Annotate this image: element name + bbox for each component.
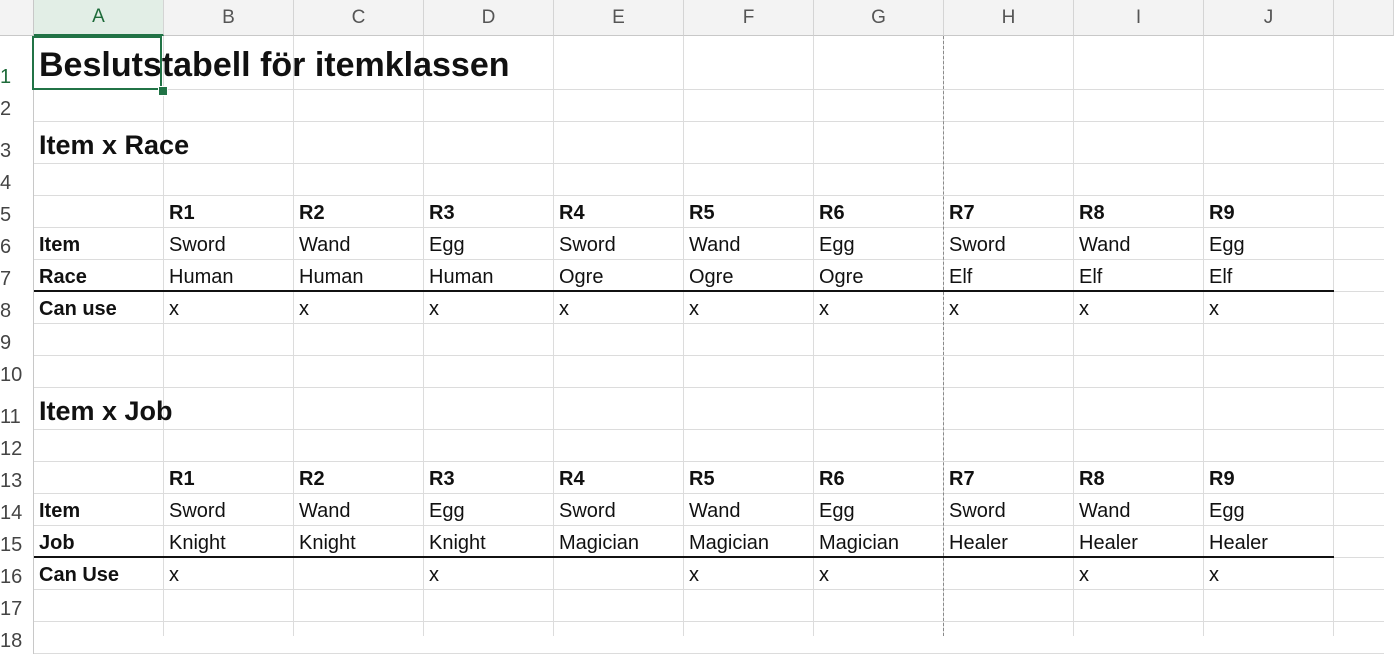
item-cell[interactable]: Wand	[1079, 500, 1131, 522]
rule-header[interactable]: R8	[1079, 202, 1105, 224]
column-header-g[interactable]: G	[814, 0, 944, 36]
rule-header[interactable]: R9	[1209, 468, 1235, 490]
rule-header[interactable]: R4	[559, 202, 585, 224]
column-gridline	[553, 36, 554, 636]
row-header-4[interactable]: 4	[0, 164, 34, 196]
action-cell[interactable]: x	[819, 564, 829, 586]
rule-header[interactable]: R9	[1209, 202, 1235, 224]
action-cell[interactable]: x	[1079, 564, 1089, 586]
action-cell[interactable]: x	[169, 298, 179, 320]
action-cell[interactable]: x	[1209, 564, 1219, 586]
row-gridline	[34, 589, 1384, 590]
item-cell[interactable]: Egg	[819, 500, 855, 522]
action-cell[interactable]: x	[429, 298, 439, 320]
item-cell[interactable]: Wand	[299, 500, 351, 522]
condition-cell[interactable]: Knight	[299, 532, 356, 554]
action-cell[interactable]: x	[299, 298, 309, 320]
item-cell[interactable]: Wand	[689, 234, 741, 256]
action-cell[interactable]: x	[1209, 298, 1219, 320]
condition-row-label[interactable]: Race	[39, 266, 87, 288]
item-cell[interactable]: Wand	[299, 234, 351, 256]
page-break-line	[943, 36, 944, 636]
item-cell[interactable]: Sword	[559, 500, 616, 522]
row-header-14[interactable]: 14	[0, 494, 34, 526]
item-cell[interactable]: Egg	[1209, 234, 1245, 256]
rule-header[interactable]: R3	[429, 202, 455, 224]
column-header-c[interactable]: C	[294, 0, 424, 36]
column-header-e[interactable]: E	[554, 0, 684, 36]
item-cell[interactable]: Wand	[689, 500, 741, 522]
condition-cell[interactable]: Magician	[819, 532, 900, 554]
condition-row-label[interactable]: Job	[39, 532, 75, 554]
item-cell[interactable]: Egg	[429, 500, 465, 522]
rule-header[interactable]: R1	[169, 202, 195, 224]
column-header-i[interactable]: I	[1074, 0, 1204, 36]
condition-cell[interactable]: Healer	[1079, 532, 1138, 554]
row-header-6[interactable]: 6	[0, 228, 34, 260]
row-header-5[interactable]: 5	[0, 196, 34, 228]
column-header-k[interactable]	[1334, 0, 1394, 36]
row-header-1[interactable]: 1	[0, 36, 34, 90]
row-gridline	[34, 121, 1384, 122]
condition-cell[interactable]: Healer	[1209, 532, 1268, 554]
column-header-b[interactable]: B	[164, 0, 294, 36]
item-cell[interactable]: Sword	[949, 500, 1006, 522]
column-gridline	[813, 36, 814, 636]
item-cell[interactable]: Egg	[1209, 500, 1245, 522]
column-gridline	[1073, 36, 1074, 636]
action-cell[interactable]: x	[169, 564, 179, 586]
rule-header[interactable]: R2	[299, 468, 325, 490]
item-cell[interactable]: Sword	[169, 500, 226, 522]
row-header-8[interactable]: 8	[0, 292, 34, 324]
rule-header[interactable]: R1	[169, 468, 195, 490]
condition-cell[interactable]: Ogre	[689, 266, 734, 288]
rule-header[interactable]: R4	[559, 468, 585, 490]
condition-cell[interactable]: Human	[429, 266, 494, 288]
item-cell[interactable]: Sword	[949, 234, 1006, 256]
item-cell[interactable]: Wand	[1079, 234, 1131, 256]
row-header-12[interactable]: 12	[0, 430, 34, 462]
action-cell[interactable]: x	[949, 298, 959, 320]
item-cell[interactable]: Sword	[559, 234, 616, 256]
column-header-f[interactable]: F	[684, 0, 814, 36]
item-row-label[interactable]: Item	[39, 234, 81, 256]
row-header-13[interactable]: 13	[0, 462, 34, 494]
item-cell[interactable]: Sword	[169, 234, 226, 256]
row-gridline	[34, 163, 1384, 164]
row-gridline	[34, 387, 1384, 388]
column-gridline	[1203, 36, 1204, 636]
condition-cell[interactable]: Magician	[559, 532, 640, 554]
action-row-label[interactable]: Can use	[39, 298, 117, 320]
condition-cell[interactable]: Ogre	[559, 266, 604, 288]
column-gridline	[293, 36, 294, 636]
rule-header[interactable]: R6	[819, 468, 845, 490]
table-heading[interactable]: Item x Job	[39, 396, 173, 426]
rule-header[interactable]: R2	[299, 202, 325, 224]
column-header-h[interactable]: H	[944, 0, 1074, 36]
row-header-17[interactable]: 17	[0, 590, 34, 622]
row-header-3[interactable]: 3	[0, 122, 34, 164]
column-header-d[interactable]: D	[424, 0, 554, 36]
rule-header[interactable]: R8	[1079, 468, 1105, 490]
row-gridline	[34, 355, 1384, 356]
action-cell[interactable]: x	[559, 298, 569, 320]
table-heading[interactable]: Item x Race	[39, 130, 190, 160]
action-cell[interactable]: x	[819, 298, 829, 320]
sheet-title[interactable]: Beslutstabell för itemklassen	[39, 46, 510, 84]
condition-cell[interactable]: Healer	[949, 532, 1008, 554]
row-header-18[interactable]: 18	[0, 622, 34, 654]
rule-header[interactable]: R7	[949, 202, 975, 224]
rule-header[interactable]: R7	[949, 468, 975, 490]
condition-cell[interactable]: Human	[299, 266, 364, 288]
rule-header[interactable]: R3	[429, 468, 455, 490]
row-header-2[interactable]: 2	[0, 90, 34, 122]
column-gridline	[423, 36, 424, 636]
column-header-j[interactable]: J	[1204, 0, 1334, 36]
action-cell[interactable]: x	[689, 564, 699, 586]
fill-handle[interactable]	[158, 86, 168, 96]
row-header-15[interactable]: 15	[0, 526, 34, 558]
row-header-7[interactable]: 7	[0, 260, 34, 292]
table-border-line	[34, 556, 1334, 558]
rule-header[interactable]: R5	[689, 202, 715, 224]
column-gridline	[1333, 36, 1334, 636]
row-gridline	[34, 621, 1384, 622]
action-cell[interactable]: x	[1079, 298, 1089, 320]
condition-cell[interactable]: Elf	[949, 266, 973, 288]
item-cell[interactable]: Egg	[429, 234, 465, 256]
row-gridline	[34, 429, 1384, 430]
row-header-11[interactable]: 11	[0, 388, 34, 430]
action-row-label[interactable]: Can Use	[39, 564, 120, 586]
condition-cell[interactable]: Magician	[689, 532, 770, 554]
select-all-corner[interactable]	[0, 0, 34, 36]
condition-cell[interactable]: Human	[169, 266, 234, 288]
action-cell[interactable]: x	[429, 564, 439, 586]
column-header-a[interactable]: A	[34, 0, 164, 36]
rule-header[interactable]: R6	[819, 202, 845, 224]
condition-cell[interactable]: Elf	[1079, 266, 1103, 288]
condition-cell[interactable]: Ogre	[819, 266, 864, 288]
item-row-label[interactable]: Item	[39, 500, 81, 522]
row-gridline	[34, 461, 1384, 462]
action-cell[interactable]: x	[689, 298, 699, 320]
row-header-9[interactable]: 9	[0, 324, 34, 356]
row-gridline	[34, 323, 1384, 324]
column-gridline	[683, 36, 684, 636]
condition-cell[interactable]: Knight	[429, 532, 486, 554]
row-header-16[interactable]: 16	[0, 558, 34, 590]
item-cell[interactable]: Egg	[819, 234, 855, 256]
row-gridline	[34, 195, 1384, 196]
row-header-10[interactable]: 10	[0, 356, 34, 388]
condition-cell[interactable]: Knight	[169, 532, 226, 554]
rule-header[interactable]: R5	[689, 468, 715, 490]
condition-cell[interactable]: Elf	[1209, 266, 1233, 288]
